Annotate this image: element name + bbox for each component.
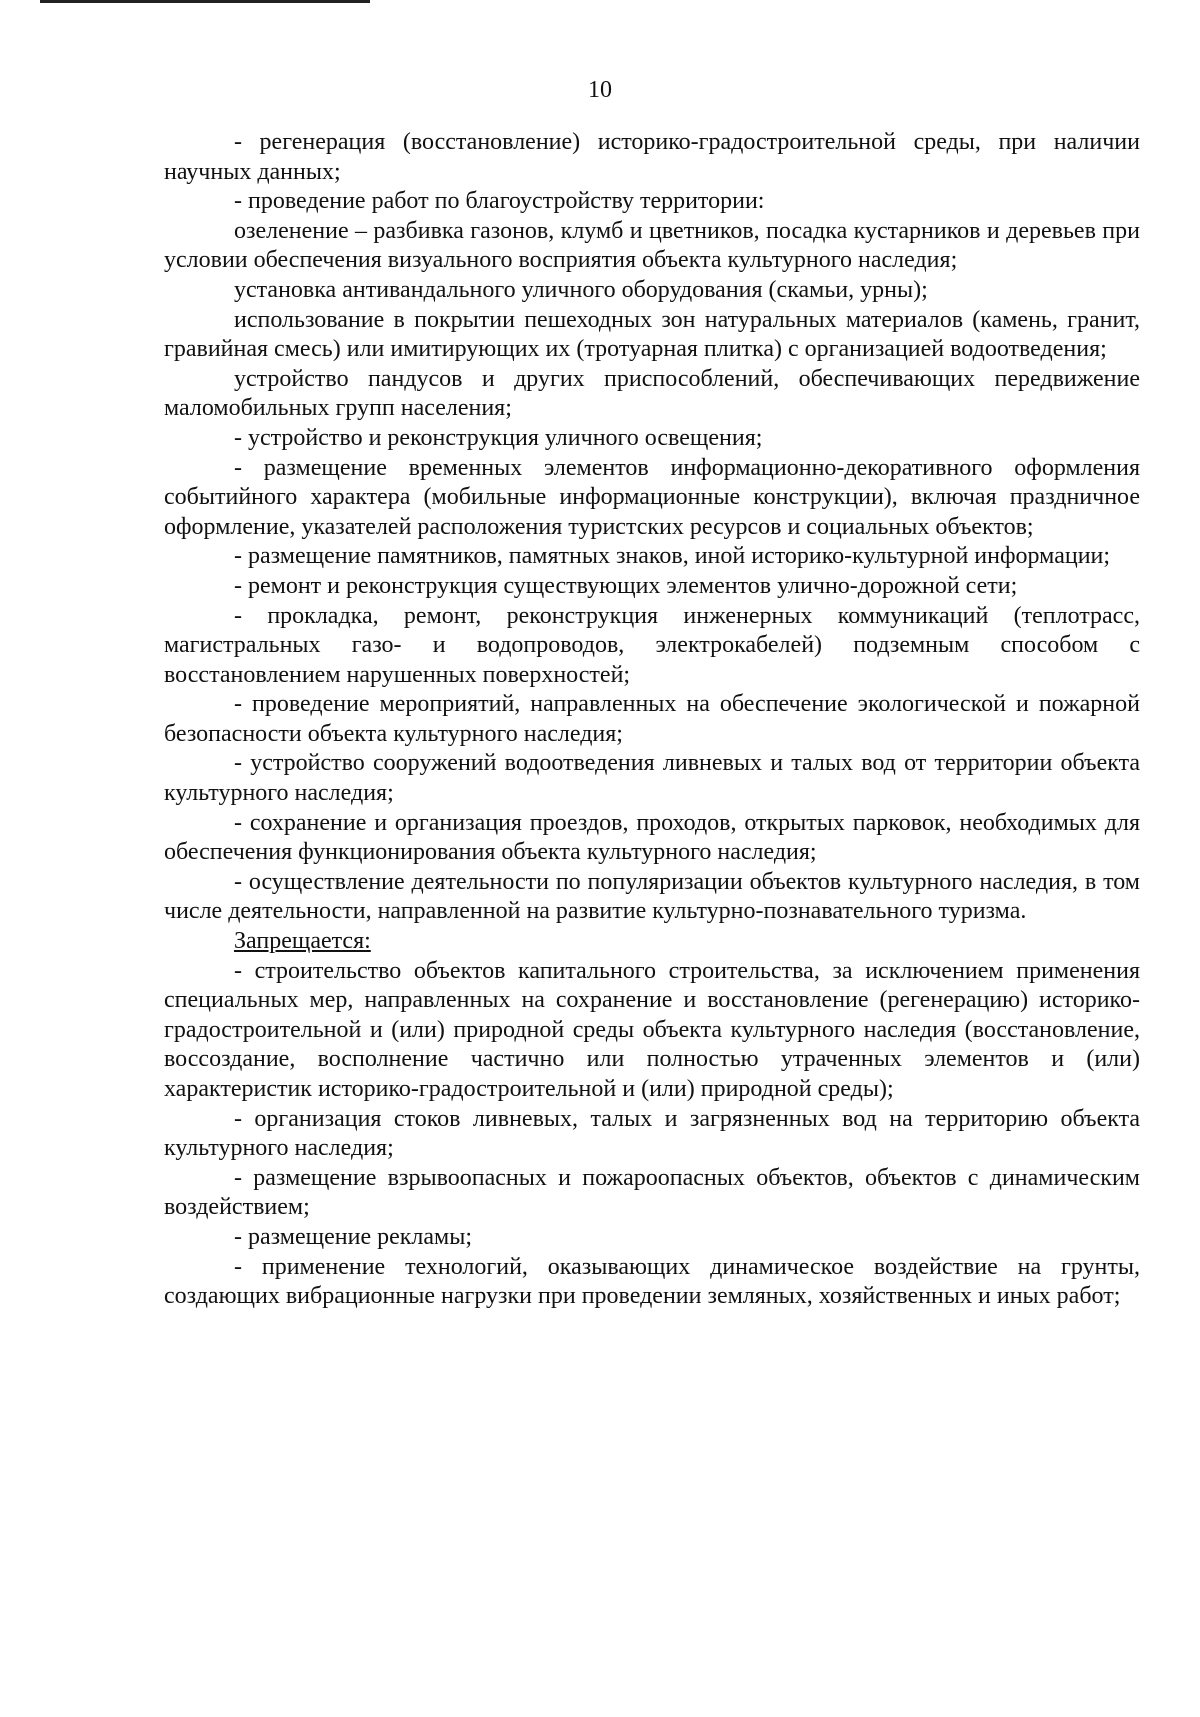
paragraph: использование в покрытии пешеходных зон натуральных материалов (камень, гранит, гравийная смесь) или имитирующих их (тротуарная плитка) с организацией водоотведения;: [164, 306, 1140, 363]
prohibited-item: - размещение рекламы;: [234, 1223, 473, 1250]
paragraph: - сохранение и организация проездов, проходов, открытых парковок, необходимых для обеспечения функционирования объекта культурного наследия;: [164, 809, 1140, 866]
paragraph: - проведение работ по благоустройству территории:: [234, 188, 765, 215]
prohibited-item: - применение технологий, оказывающих динамическое воздействие на грунты, создающих вибрационные нагрузки при проведении земляных, хозяйственных и иных работ;: [164, 1253, 1140, 1310]
paragraph: - проведение мероприятий, направленных на обеспечение экологической и пожарной безопасности объекта культурного наследия;: [164, 691, 1140, 747]
scan-edge-line: [40, 0, 370, 3]
paragraph: - ремонт и реконструкция существующих элементов улично-дорожной сети;: [234, 572, 1018, 599]
paragraph: озеленение – разбивка газонов, клумб и цветников, посадка кустарников и деревьев при условии обеспечения визуального восприятия объекта культурного наследия;: [164, 217, 1140, 274]
paragraph: - размещение временных элементов информационно-декоративного оформления событийного характера (мобильные информационные конструкции), включая праздничное оформление, указателей расположения туристских ресурсов и социальных объектов;: [164, 454, 1140, 540]
prohibited-heading: Запрещается:: [234, 928, 371, 955]
prohibited-item: - размещение взрывоопасных и пожароопасных объектов, объектов с динамическим воздействием;: [164, 1164, 1140, 1221]
document-body: [164, 128, 1140, 1312]
paragraph: установка антивандального уличного оборудования (скамьи, урны);: [234, 276, 928, 303]
page-number: 10: [588, 77, 612, 103]
paragraph: - регенерация (восстановление) историко-градостроительной среды, при наличии научных данных;: [164, 129, 1140, 185]
paragraph: - прокладка, ремонт, реконструкция инженерных коммуникаций (теплотрасс, магистральных газо- и водопроводов, электрокабелей) подземным способом с восстановлением нарушенных поверхностей;: [164, 602, 1140, 688]
paragraph: устройство пандусов и других приспособлений, обеспечивающих передвижение маломобильных групп населения;: [164, 365, 1140, 422]
prohibited-item: - организация стоков ливневых, талых и загрязненных вод на территорию объекта культурного наследия;: [164, 1105, 1140, 1162]
paragraph: - размещение памятников, памятных знаков, иной историко-культурной информации;: [234, 543, 1111, 570]
paragraph: - осуществление деятельности по популяризации объектов культурного наследия, в том числе деятельности, направленной на развитие культурно-познавательного туризма.: [164, 868, 1140, 925]
prohibited-item: - строительство объектов капитального строительства, за исключением применения специальных мер, направленных на сохранение и восстановление (регенерацию) историко-градостроительной и (или) природной среды объекта культурного наследия (восстановление, воссоздание, восполнение частично или полностью утраченных элементов и (или) характеристик историко-градостроительной и (или) природной среды);: [164, 957, 1140, 1102]
paragraph: - устройство сооружений водоотведения ливневых и талых вод от территории объекта культурного наследия;: [164, 750, 1140, 807]
paragraph: - устройство и реконструкция уличного освещения;: [234, 424, 763, 451]
